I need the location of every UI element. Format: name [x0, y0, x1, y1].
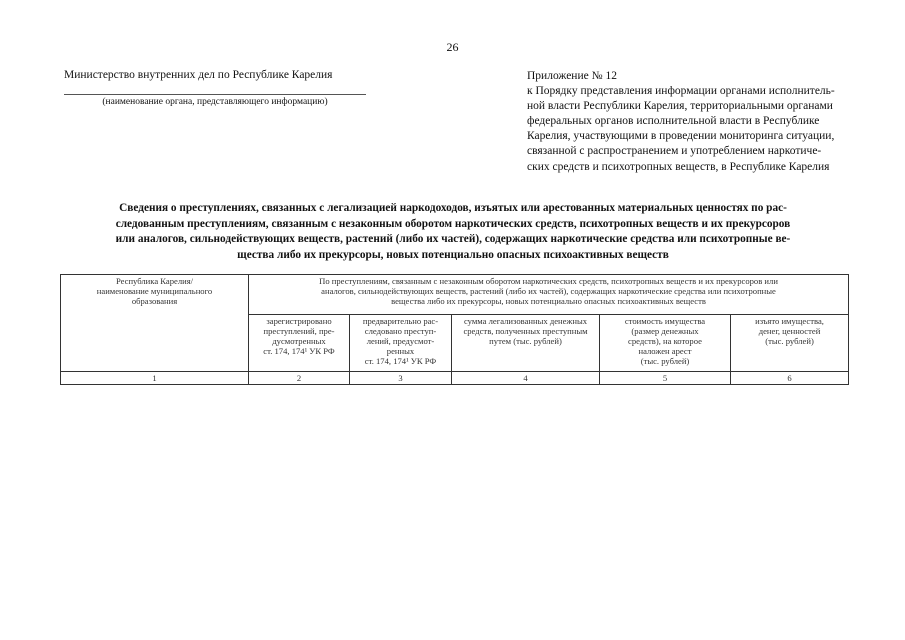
signature-line	[64, 94, 366, 95]
annex-line: ских средств и психотропных веществ, в Республике Карелия	[527, 160, 830, 173]
header-text: следовано преступ-	[364, 326, 437, 336]
title-line: следованным преступлениям, связанным с незаконным оборотом наркотических средств, психотропных веществ и их прекурсоров	[115, 217, 791, 230]
header-text: ренных	[386, 346, 415, 356]
header-text: путем (тыс. рублей)	[489, 336, 562, 346]
column-number: 1	[61, 372, 249, 385]
column-number: 5	[600, 372, 731, 385]
organization-caption: (наименование органа, представляющего информацию)	[102, 97, 328, 107]
header-text: средств), на которое	[628, 336, 702, 346]
header-text: ст. 174, 174¹ УК РФ	[364, 356, 437, 366]
column-number: 3	[350, 372, 452, 385]
annex-line: связанной с распространением и употреблением наркотиче-	[527, 145, 822, 158]
page-number: 26	[446, 40, 459, 54]
header-text: ст. 174, 174¹ УК РФ	[263, 346, 335, 356]
header-text: средств, полученных преступным	[463, 326, 588, 336]
header-text: (тыс. рублей)	[640, 356, 690, 366]
column-header-arrested-property	[600, 315, 731, 372]
header-text: стоимость имущества	[624, 316, 706, 326]
header-text: преступлений, пре-	[263, 326, 335, 336]
header-text: Республика Карелия/	[115, 276, 194, 286]
annex-line: Карелия, участвующими в проведении мониторинга ситуации,	[527, 130, 835, 143]
column-header-investigated	[350, 315, 452, 372]
title-line: Сведения о преступлениях, связанных с легализацией наркодоходов, изъятых или арестованных материальных ценностях по рас-	[119, 202, 787, 214]
header-text: аналогов, сильнодействующих веществ, растений (либо их частей), содержащих наркотические средства или психотропные	[321, 286, 776, 296]
column-numbers-row	[61, 372, 849, 385]
header-text: сумма легализованных денежных	[463, 316, 588, 326]
group-header-cell	[249, 275, 849, 315]
header-text: дусмотренных	[272, 336, 326, 346]
header-text: денег, ценностей	[758, 326, 821, 336]
header-text: зарегистрировано	[266, 316, 332, 326]
annex-block	[527, 69, 877, 175]
header-text: (тыс. рублей)	[765, 336, 814, 346]
header-text: По преступлениям, связанным с незаконным оборотом наркотических средств, психотропных веществ и их прекурсоров или	[319, 276, 778, 286]
column-header-legalized-sum	[452, 315, 600, 372]
header-text: образования	[131, 296, 178, 306]
report-table	[60, 274, 849, 385]
column-number: 6	[731, 372, 849, 385]
header-text: вещества либо их прекурсоры, новых потенциально опасных психоактивных веществ	[391, 296, 706, 306]
document-title	[58, 201, 848, 263]
header-text: наложен арест	[638, 346, 692, 356]
organization-name: Министерство внутренних дел по Республике Карелия	[64, 69, 333, 81]
annex-line: федеральных органов исполнительной власти в Республике	[527, 115, 820, 128]
annex-line: ной власти Республики Карелия, территориальными органами	[527, 100, 833, 113]
header-text: изъято имущества,	[755, 316, 824, 326]
column-header-registered	[249, 315, 350, 372]
header-text: предварительно рас-	[362, 316, 439, 326]
header-text: (размер денежных	[631, 326, 699, 336]
annex-line: к Порядку представления информации органами исполнитель-	[527, 85, 835, 98]
title-line: щества либо их прекурсоры, новых потенциально опасных психоактивных веществ	[237, 248, 669, 261]
column-header-seized-property	[731, 315, 849, 372]
title-line: или аналогов, сильнодействующих веществ, растений (либо их частей), содержащих наркотические средства или психотропные ве-	[115, 233, 791, 245]
column-number: 2	[249, 372, 350, 385]
header-text: лений, предусмот-	[366, 336, 435, 346]
region-header-cell	[61, 275, 249, 372]
annex-title: Приложение № 12	[527, 70, 617, 82]
column-number: 4	[452, 372, 600, 385]
header-text: наименование муниципального	[96, 286, 213, 296]
